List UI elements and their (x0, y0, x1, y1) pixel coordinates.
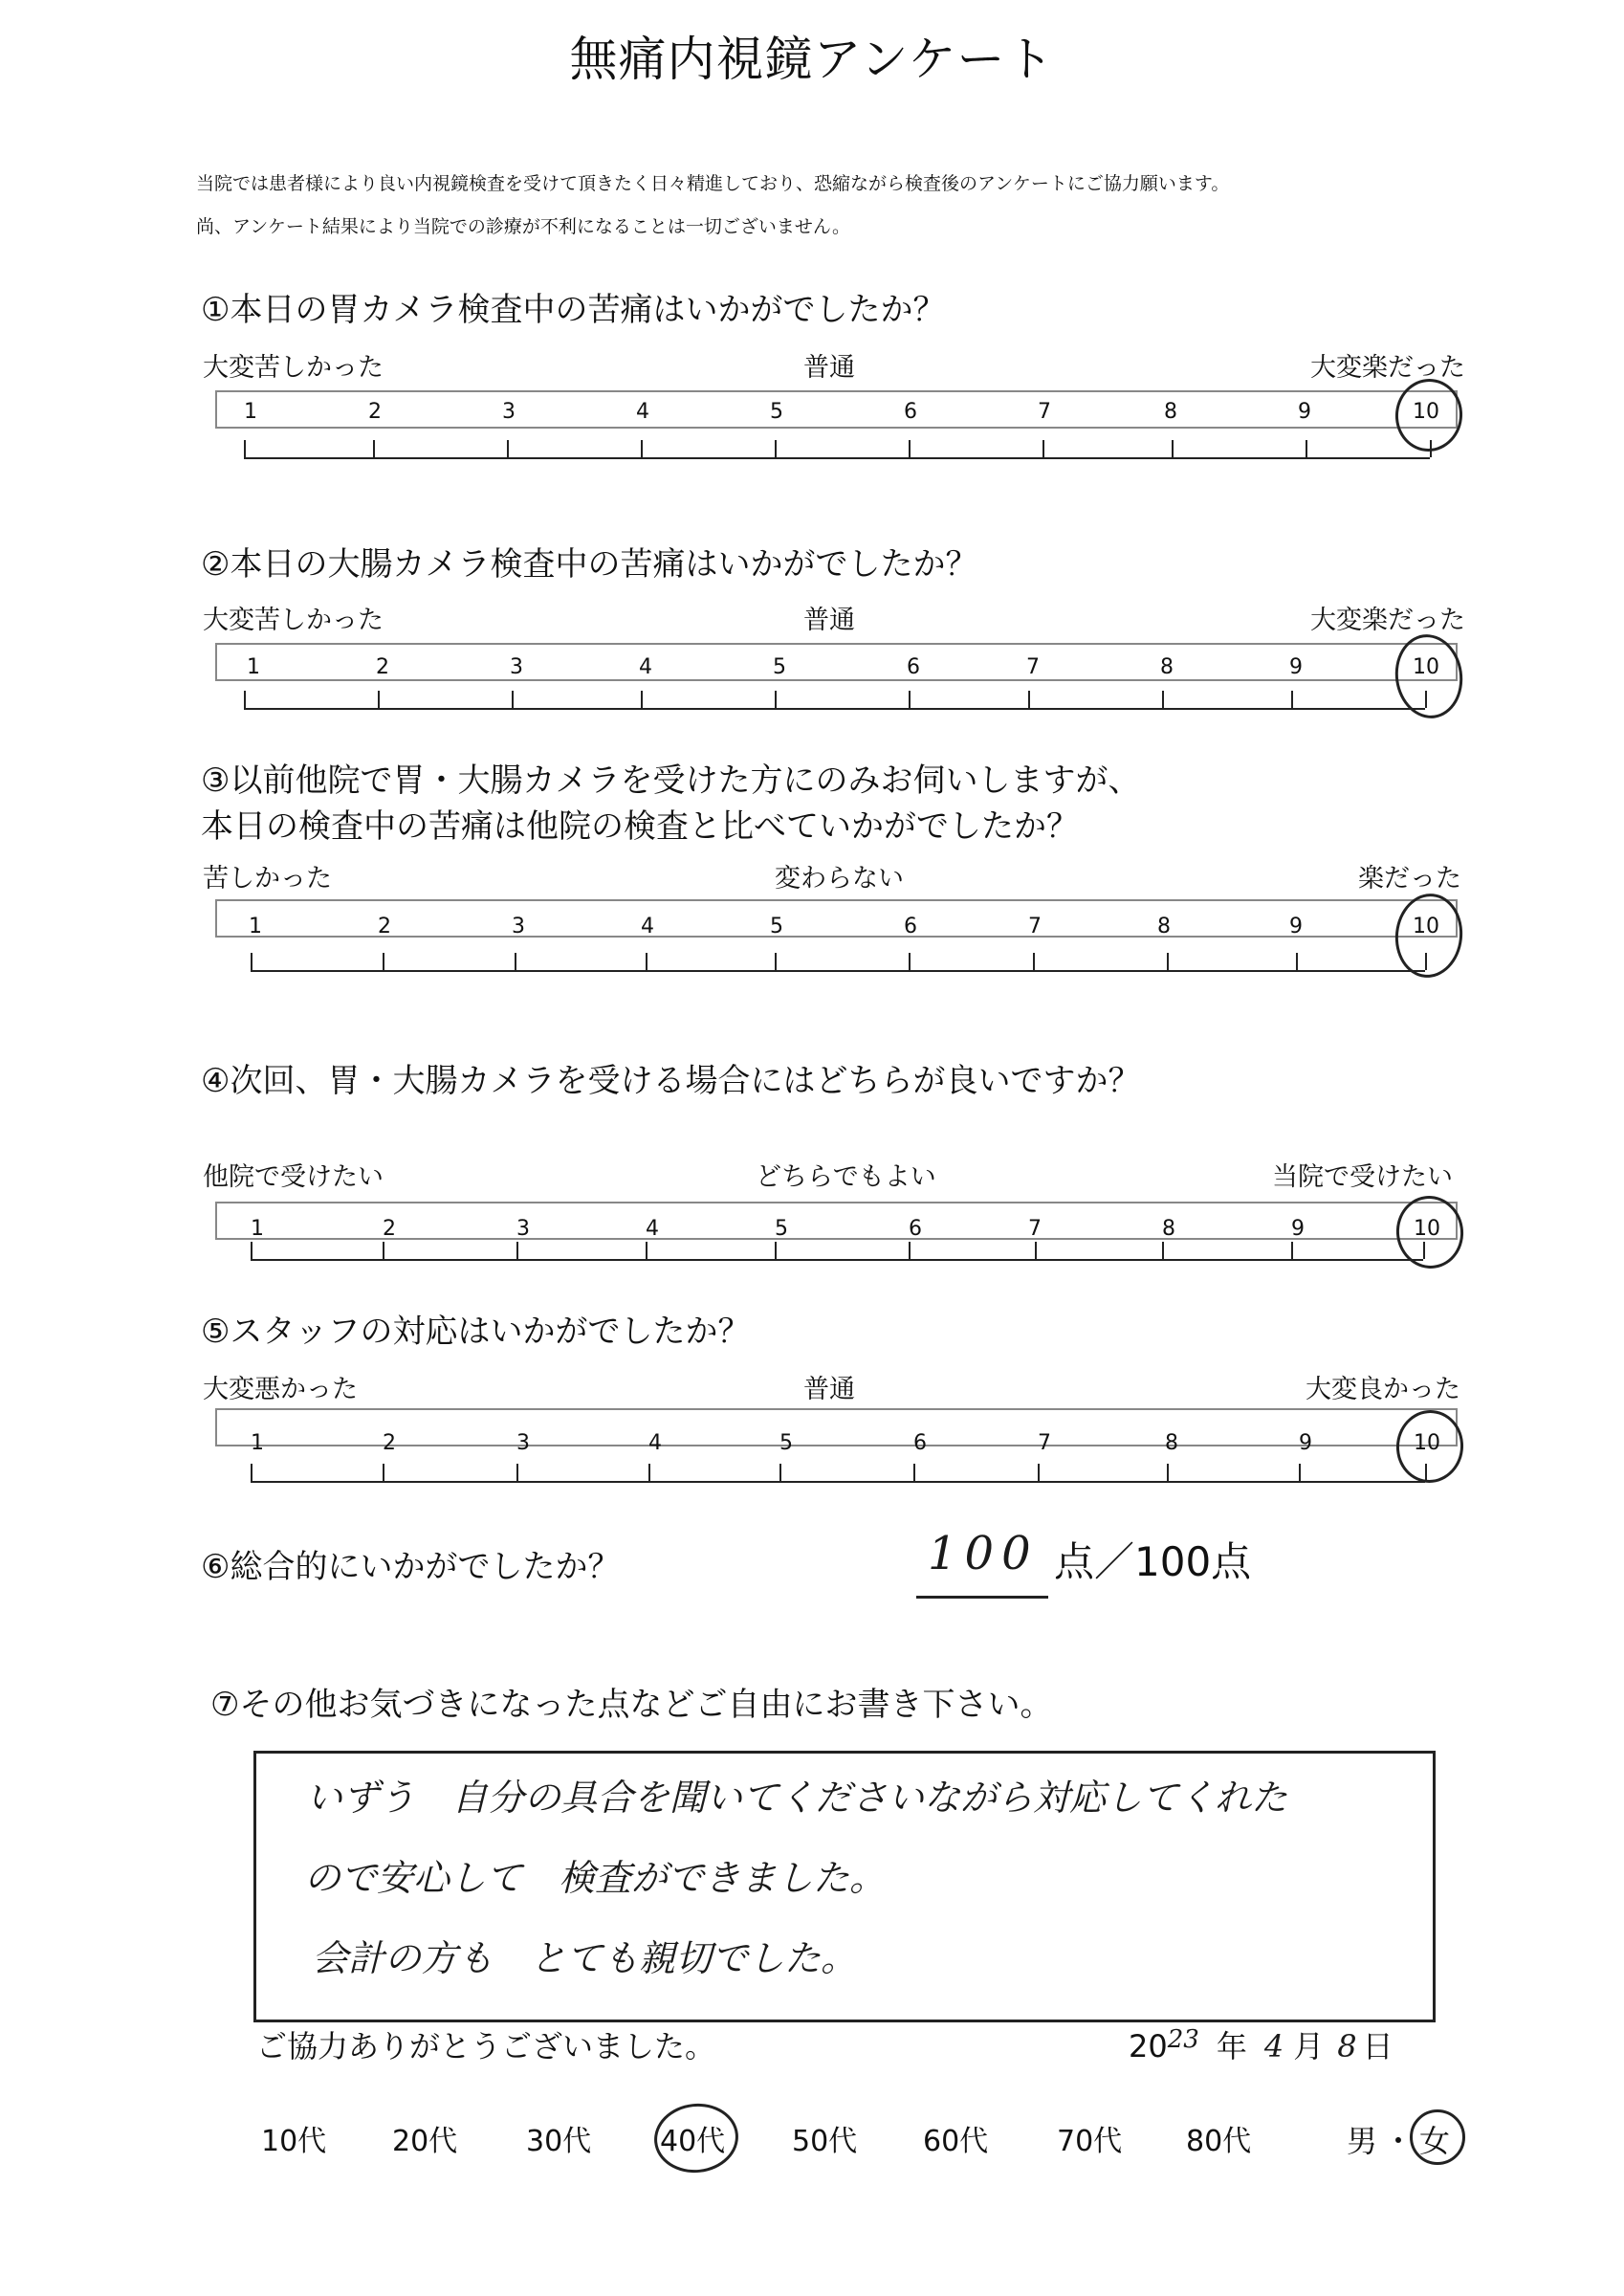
q1-scale-number-5[interactable]: 5 (770, 400, 783, 424)
q1-scale-box (215, 390, 1458, 429)
q5-scale-tick-6 (913, 1464, 915, 1481)
q3-scale-number-3[interactable]: 3 (512, 915, 525, 938)
q7-label: ⑦その他お気づきになった点などご自由にお書き下さい。 (210, 1686, 1053, 1724)
q5-scale-number-8[interactable]: 8 (1165, 1431, 1178, 1455)
comment-line-2: ので安心して 検査ができました。 (304, 1857, 887, 1899)
q3-anchor-left: 苦しかった (203, 864, 332, 894)
sex-separator: ・ (1383, 2123, 1415, 2159)
q4-scale-number-6[interactable]: 6 (909, 1217, 922, 1241)
q4-scale-baseline (251, 1259, 1423, 1261)
q5-anchor-left: 大変悪かった (203, 1375, 358, 1404)
q2-scale-tick-5 (775, 691, 777, 708)
q1-anchor-middle: 普通 (803, 353, 855, 383)
q3-label-line-2: 本日の検査中の苦痛は他院の検査と比べていかがでしたか？ (201, 807, 1079, 846)
q5-anchor-middle: 普通 (803, 1375, 855, 1404)
q1-scale-tick-9 (1306, 440, 1307, 457)
q3-scale-number-6[interactable]: 6 (904, 915, 917, 938)
date-month-handwritten: 4 (1263, 2028, 1284, 2064)
q1-scale-number-7[interactable]: 7 (1038, 400, 1051, 424)
q3-scale-number-4[interactable]: 4 (641, 915, 654, 938)
q3-scale-tick-8 (1167, 953, 1169, 970)
q2-scale-tick-6 (909, 691, 911, 708)
date-year-label: 年 (1216, 2028, 1247, 2064)
q6-score-underline (916, 1596, 1048, 1599)
q2-scale-tick-9 (1291, 691, 1293, 708)
q4-scale-number-10[interactable]: 10 (1414, 1217, 1440, 1241)
q5-scale-number-4[interactable]: 4 (648, 1431, 662, 1455)
q1-scale-baseline (244, 457, 1430, 459)
q4-scale-tick-9 (1291, 1242, 1293, 1259)
q1-selection-circle (1392, 376, 1466, 455)
q4-scale-number-5[interactable]: 5 (775, 1217, 788, 1241)
q4-anchor-middle: どちらでもよい (756, 1162, 936, 1192)
q5-scale-number-2[interactable]: 2 (383, 1431, 396, 1455)
q5-scale-tick-5 (779, 1464, 781, 1481)
q4-scale-tick-1 (251, 1242, 252, 1259)
q4-scale-number-8[interactable]: 8 (1162, 1217, 1175, 1241)
q2-scale-number-8[interactable]: 8 (1160, 655, 1174, 679)
q4-scale-tick-5 (775, 1242, 777, 1259)
comment-line-1: いずう 自分の具合を聞いてくださいながら対応してくれた (306, 1777, 1288, 1819)
q5-scale-tick-2 (383, 1464, 384, 1481)
q1-anchor-right: 大変楽だった (1310, 353, 1465, 383)
q2-scale-number-10[interactable]: 10 (1413, 655, 1439, 679)
q4-scale-number-7[interactable]: 7 (1028, 1217, 1042, 1241)
q1-scale-tick-6 (909, 440, 911, 457)
q4-anchor-left: 他院で受けたい (203, 1162, 384, 1192)
q1-scale-number-6[interactable]: 6 (904, 400, 917, 424)
q5-label: ⑤スタッフの対応はいかがでしたか？ (201, 1313, 751, 1351)
q5-scale-number-6[interactable]: 6 (913, 1431, 927, 1455)
q4-scale-number-1[interactable]: 1 (251, 1217, 264, 1241)
q1-scale-number-1[interactable]: 1 (244, 400, 257, 424)
q5-anchor-right: 大変良かった (1306, 1375, 1460, 1404)
age-option-5[interactable]: 50代 (792, 2125, 858, 2158)
q5-scale-number-3[interactable]: 3 (516, 1431, 530, 1455)
q4-scale-box (215, 1202, 1458, 1240)
age-option-7[interactable]: 70代 (1057, 2125, 1123, 2158)
date-month-label: 月 (1293, 2028, 1325, 2064)
q3-scale-tick-9 (1296, 953, 1298, 970)
q5-scale-tick-8 (1167, 1464, 1169, 1481)
q5-scale-box (215, 1408, 1458, 1446)
q2-scale-number-5[interactable]: 5 (773, 655, 786, 679)
q3-anchor-right: 楽だった (1358, 864, 1461, 894)
q1-anchor-left: 大変苦しかった (203, 353, 384, 383)
q3-anchor-middle: 変わらない (775, 864, 904, 894)
q2-scale-number-2[interactable]: 2 (376, 655, 389, 679)
q2-scale-baseline (244, 708, 1425, 710)
q1-scale-number-3[interactable]: 3 (502, 400, 516, 424)
sex-selection-circle (1410, 2109, 1465, 2165)
q4-scale-number-3[interactable]: 3 (516, 1217, 530, 1241)
age-selection-circle (650, 2100, 741, 2177)
q5-scale-number-10[interactable]: 10 (1414, 1431, 1440, 1455)
q2-scale-number-6[interactable]: 6 (907, 655, 920, 679)
q4-scale-number-9[interactable]: 9 (1291, 1217, 1305, 1241)
q4-scale-tick-6 (909, 1242, 911, 1259)
q5-scale-tick-1 (251, 1464, 252, 1481)
comment-line-3: 会計の方も とても親切でした。 (312, 1937, 858, 1979)
q3-scale-tick-5 (775, 953, 777, 970)
q2-scale-tick-1 (244, 691, 246, 708)
q3-scale-number-2[interactable]: 2 (378, 915, 391, 938)
q3-scale-number-10[interactable]: 10 (1413, 915, 1439, 938)
q4-anchor-right: 当院で受けたい (1272, 1162, 1453, 1192)
q5-scale-number-9[interactable]: 9 (1299, 1431, 1312, 1455)
q6-score: 100 (928, 1527, 1039, 1580)
q2-anchor-left: 大変苦しかった (203, 606, 384, 635)
q1-scale-number-4[interactable]: 4 (636, 400, 649, 424)
q5-scale-tick-4 (648, 1464, 650, 1481)
intro-line-2: 尚、アンケート結果により当院での診療が不利になることは一切ございません。 (196, 216, 851, 237)
q3-scale-tick-3 (515, 953, 516, 970)
q1-scale-tick-5 (775, 440, 777, 457)
page-title: 無痛内視鏡アンケート (569, 32, 1055, 87)
q5-scale-number-5[interactable]: 5 (779, 1431, 793, 1455)
q3-scale-tick-2 (383, 953, 384, 970)
q3-scale-number-5[interactable]: 5 (770, 915, 783, 938)
date (1129, 2022, 1394, 2066)
sex-female[interactable] (1419, 2117, 1450, 2161)
q2-scale-tick-4 (641, 691, 643, 708)
date-year-prefix: 20 (1129, 2028, 1168, 2064)
q1-scale-tick-8 (1172, 440, 1174, 457)
q1-label: ①本日の胃カメラ検査中の苦痛はいかがでしたか？ (201, 291, 946, 329)
q1-scale-tick-2 (373, 440, 375, 457)
q3-label: ③以前他院で胃・大腸カメラを受けた方にのみお伺いしますが、 (201, 762, 1141, 800)
q3-scale-number-7[interactable]: 7 (1028, 915, 1042, 938)
q4-scale-tick-8 (1162, 1242, 1164, 1259)
thanks-text: ご協力ありがとうございました。 (256, 2028, 716, 2064)
q5-scale-number-7[interactable]: 7 (1038, 1431, 1051, 1455)
intro-line-1: 当院では患者様により良い内視鏡検査を受けて頂きたく日々精進しており、恐縮ながら検査後のアンケートにご協力願います。 (196, 173, 1230, 194)
age-option-6[interactable]: 60代 (923, 2125, 989, 2158)
q3-scale-tick-1 (251, 953, 252, 970)
q1-scale-number-8[interactable]: 8 (1164, 400, 1177, 424)
age-option-8[interactable]: 80代 (1186, 2125, 1252, 2158)
q4-scale-tick-3 (516, 1242, 518, 1259)
q5-scale-tick-3 (516, 1464, 518, 1481)
sex-female-label: 女 (1419, 2123, 1451, 2159)
q1-scale-number-10[interactable]: 10 (1413, 400, 1439, 424)
q2-anchor-middle: 普通 (803, 606, 855, 635)
q2-scale-tick-2 (378, 691, 380, 708)
age-option-2[interactable]: 20代 (392, 2125, 458, 2158)
q3-scale-tick-6 (909, 953, 911, 970)
q5-scale-baseline (251, 1481, 1425, 1483)
q4-scale-tick-2 (383, 1242, 384, 1259)
q2-scale-tick-8 (1162, 691, 1164, 708)
q3-scale-number-9[interactable]: 9 (1289, 915, 1303, 938)
age-option-1[interactable]: 10代 (261, 2125, 327, 2158)
q5-scale-tick-7 (1038, 1464, 1040, 1481)
age-option-3[interactable]: 30代 (526, 2125, 592, 2158)
q2-scale-number-7[interactable]: 7 (1026, 655, 1040, 679)
q5-scale-number-1[interactable]: 1 (251, 1431, 264, 1455)
q4-scale-tick-4 (646, 1242, 647, 1259)
sex-options (1347, 2117, 1450, 2161)
q1-scale-tick-1 (244, 440, 246, 457)
q2-anchor-right: 大変楽だった (1310, 606, 1465, 635)
q3-scale-number-1[interactable]: 1 (249, 915, 262, 938)
q2-label: ②本日の大腸カメラ検査中の苦痛はいかがでしたか？ (201, 545, 978, 584)
q4-scale-number-2[interactable]: 2 (383, 1217, 396, 1241)
q1-scale-number-9[interactable]: 9 (1298, 400, 1311, 424)
q5-scale-tick-9 (1299, 1464, 1301, 1481)
q1-scale-tick-3 (507, 440, 509, 457)
q4-label: ④次回、胃・大腸カメラを受ける場合にはどちらが良いですか？ (201, 1062, 1141, 1100)
q4-scale-tick-7 (1035, 1242, 1037, 1259)
q3-scale-box (215, 899, 1458, 938)
q6-label: ⑥総合的にいかがでしたか？ (201, 1548, 621, 1586)
q1-scale-number-2[interactable]: 2 (368, 400, 382, 424)
sex-male[interactable]: 男 (1347, 2123, 1378, 2159)
q2-scale-number-9[interactable]: 9 (1289, 655, 1303, 679)
q3-scale-baseline (251, 970, 1425, 972)
q1-scale-tick-4 (641, 440, 643, 457)
q4-scale-number-4[interactable]: 4 (646, 1217, 659, 1241)
q6-suffix: 点／100点 (1054, 1538, 1252, 1585)
q2-scale-number-4[interactable]: 4 (639, 655, 652, 679)
q2-scale-number-1[interactable]: 1 (247, 655, 260, 679)
date-day-handwritten: 8 (1337, 2028, 1357, 2064)
date-day-label: 日 (1362, 2028, 1394, 2064)
q3-scale-tick-7 (1033, 953, 1035, 970)
q2-scale-number-3[interactable]: 3 (510, 655, 523, 679)
q2-scale-box (215, 643, 1458, 681)
q3-scale-tick-4 (646, 953, 647, 970)
age-option-4[interactable]: 40代 (660, 2125, 726, 2158)
q1-scale-tick-7 (1042, 440, 1044, 457)
q3-scale-number-8[interactable]: 8 (1157, 915, 1171, 938)
q2-scale-tick-7 (1028, 691, 1030, 708)
q2-scale-tick-3 (512, 691, 514, 708)
date-year-handwritten: 23 (1167, 2025, 1199, 2054)
